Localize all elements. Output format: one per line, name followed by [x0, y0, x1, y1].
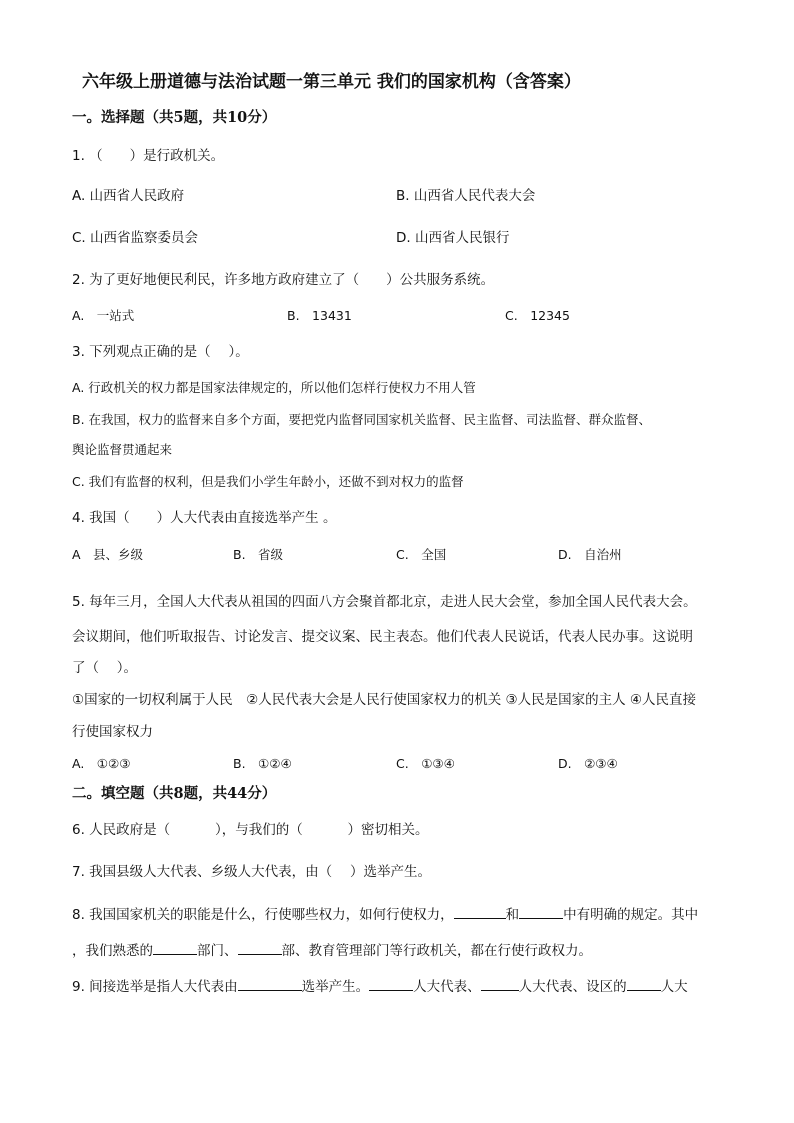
q3-option-c: C. 我们有监督的权利，但是我们小学生年龄小，还做不到对权力的监督 — [72, 474, 464, 489]
q6-stem: 6. 人民政府是（ ），与我们的（ ）密切相关。 — [72, 822, 429, 838]
q1-stem: 1. （ ）是行政机关。 — [72, 148, 225, 164]
q9-blank-3[interactable] — [481, 976, 519, 991]
q4-option-c: C. 全国 — [396, 547, 447, 562]
q9-blank-2[interactable] — [369, 976, 413, 991]
q8-stem-line1 — [72, 904, 698, 925]
q9-blank-1[interactable] — [238, 976, 302, 991]
q8-text-5: 部门、 — [197, 943, 238, 959]
q9-blank-4[interactable] — [627, 976, 661, 991]
page-title: 六年级上册道德与法治试题一第三单元 我们的国家机构（含答案） — [82, 72, 581, 92]
q8-blank-1[interactable] — [454, 904, 506, 919]
q9-stem-line1 — [72, 976, 688, 997]
q5-stem-line3: 了（ ）。 — [72, 660, 138, 676]
q8-text-4: ，我们熟悉的 — [72, 943, 153, 959]
q5-option-a: A. ①②③ — [72, 756, 131, 771]
q4-option-b: B. 省级 — [233, 547, 284, 562]
q7-stem: 7. 我国县级人大代表、乡级人大代表，由（ ）选举产生。 — [72, 864, 431, 880]
q5-option-b: B. ①②④ — [233, 756, 292, 771]
q8-text-6: 部、教育管理部门等行政机关，都在行使行政权力。 — [281, 943, 592, 959]
q5-option-c: C. ①③④ — [396, 756, 455, 771]
section-choice-heading: 一。选择题（共5题，共10分） — [72, 109, 277, 126]
q2-option-b: B. 13431 — [287, 308, 352, 323]
q3-option-b-line1: B. 在我国，权力的监督来自多个方面，要把党内监督同国家机关监督、民主监督、司法监督、群众监督、 — [72, 412, 652, 427]
q9-text-5: 人大 — [660, 979, 688, 995]
q5-option-d: D. ②③④ — [558, 756, 618, 771]
q4-stem: 4. 我国（ ）人大代表由直接选举产生 。 — [72, 510, 337, 526]
q1-option-b: B. 山西省人民代表大会 — [396, 188, 536, 204]
q5-statements-line2: 行使国家权力 — [72, 724, 153, 740]
q8-blank-3[interactable] — [153, 940, 197, 955]
q5-stem-line2: 会议期间，他们听取报告、讨论发言、提交议案、民主表态。他们代表人民说话，代表人民办事。这说明 — [72, 629, 693, 645]
q8-text-2: 和 — [505, 907, 520, 923]
q8-blank-2[interactable] — [519, 904, 563, 919]
q1-option-c: C. 山西省监察委员会 — [72, 230, 199, 246]
q9-text-1: 9. 间接选举是指人大代表由 — [72, 979, 238, 995]
q9-text-3: 人大代表、 — [413, 979, 481, 995]
q1-option-d: D. 山西省人民银行 — [396, 230, 510, 246]
q2-option-a: A. 一站式 — [72, 308, 135, 323]
q4-option-a: A 县、乡级 — [72, 547, 144, 562]
section-fill-heading: 二。填空题（共8题，共44分） — [72, 785, 277, 802]
q3-option-b-line2: 舆论监督贯通起来 — [72, 442, 173, 457]
q1-option-a: A. 山西省人民政府 — [72, 188, 185, 204]
q2-option-c: C. 12345 — [505, 308, 570, 323]
q2-stem: 2. 为了更好地便民利民，许多地方政府建立了（ ）公共服务系统。 — [72, 272, 495, 288]
q8-text-1: 8. 我国国家机关的职能是什么，行使哪些权力，如何行使权力， — [72, 907, 454, 923]
q3-option-a: A. 行政机关的权力都是国家法律规定的，所以他们怎样行使权力不用人管 — [72, 380, 476, 395]
q8-blank-4[interactable] — [238, 940, 282, 955]
q9-text-4: 人大代表、设区的 — [518, 979, 627, 995]
q5-stem-line1: 5. 每年三月，全国人大代表从祖国的四面八方会聚首都北京，走进人民大会堂，参加全国人民代表大会。 — [72, 594, 697, 610]
q8-stem-line2 — [72, 940, 592, 961]
q3-stem: 3. 下列观点正确的是（ ）。 — [72, 344, 249, 360]
q4-option-d: D. 自治州 — [558, 547, 622, 562]
q9-text-2: 选举产生。 — [301, 979, 370, 995]
q8-text-3: 中有明确的规定。其中 — [563, 907, 699, 923]
q5-statements-line1: ①国家的一切权利属于人民 ②人民代表大会是人民行使国家权力的机关 ③人民是国家的主人 ④人民直接 — [72, 692, 696, 708]
